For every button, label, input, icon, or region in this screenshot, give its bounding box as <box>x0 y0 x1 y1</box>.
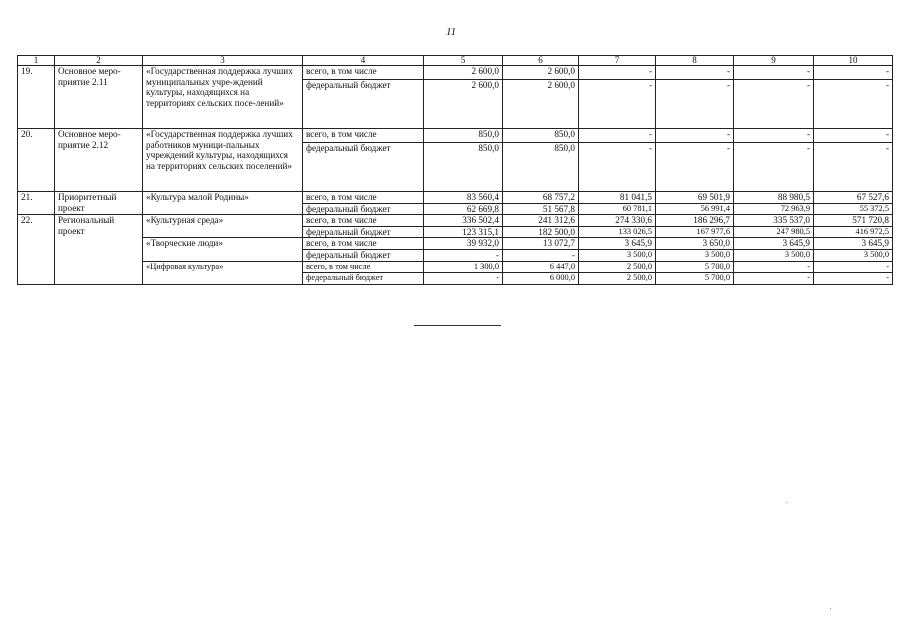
value-cell: 3 500,0 <box>814 249 893 261</box>
value-cell: 274 330,6 <box>579 215 656 227</box>
value-cell: 336 502,4 <box>424 215 503 227</box>
value-cell: 2 600,0 <box>424 66 503 80</box>
value-cell: 3 500,0 <box>734 249 814 261</box>
value-cell: 241 312,6 <box>503 215 579 227</box>
value-cell: 51 567,8 <box>503 203 579 215</box>
value-cell: - <box>656 66 734 80</box>
value-cell: 62 669,8 <box>424 203 503 215</box>
column-header: 9 <box>734 56 814 66</box>
column-header: 1 <box>18 56 55 66</box>
row-number: 20. <box>18 129 55 192</box>
measure-name: Основное меро-приятие 2.11 <box>55 66 143 129</box>
page-number: 11 <box>446 26 457 38</box>
measure-title: «Государственная поддержка лучших работников муници-пальных учреждений культуры, находящихся на территориях сельских поселений» <box>143 129 303 192</box>
value-cell: 133 026,5 <box>579 226 656 238</box>
value-cell: 167 977,6 <box>656 226 734 238</box>
value-cell: 88 980,5 <box>734 192 814 204</box>
value-cell: 3 645,9 <box>734 238 814 250</box>
value-cell: 850,0 <box>503 129 579 143</box>
value-cell: 13 072,7 <box>503 238 579 250</box>
value-cell: - <box>503 249 579 261</box>
value-cell: 56 991,4 <box>656 203 734 215</box>
measure-title: «Культура малой Родины» <box>143 192 303 215</box>
table-row <box>18 192 893 204</box>
value-cell: 850,0 <box>424 129 503 143</box>
closing-rule-line <box>414 325 501 326</box>
funding-label: федеральный бюджет <box>303 80 424 129</box>
value-cell: 3 645,9 <box>579 238 656 250</box>
column-header: 5 <box>424 56 503 66</box>
column-number-row <box>18 56 893 66</box>
row-number: 21. <box>18 192 55 215</box>
value-cell: - <box>814 143 893 192</box>
measure-title: «Государственная поддержка лучших муниципальных учре-ждений культуры, находящихся на территориях сельских посе-лений» <box>143 66 303 129</box>
value-cell: 2 600,0 <box>503 80 579 129</box>
value-cell: 69 501,9 <box>656 192 734 204</box>
value-cell: 83 560,4 <box>424 192 503 204</box>
table-row <box>18 238 893 250</box>
value-cell: 2 600,0 <box>424 80 503 129</box>
budget-table <box>17 55 893 285</box>
value-cell: - <box>656 143 734 192</box>
value-cell: 1 300,0 <box>424 261 503 273</box>
value-cell: 850,0 <box>503 143 579 192</box>
value-cell: 182 500,0 <box>503 226 579 238</box>
value-cell: - <box>734 129 814 143</box>
value-cell: 335 537,0 <box>734 215 814 227</box>
value-cell: 81 041,5 <box>579 192 656 204</box>
funding-label: всего, в том числе <box>303 215 424 227</box>
table-row <box>18 66 893 80</box>
value-cell: 6 000,0 <box>503 273 579 285</box>
value-cell: - <box>579 143 656 192</box>
value-cell: - <box>579 66 656 80</box>
value-cell: 67 527,6 <box>814 192 893 204</box>
value-cell: - <box>734 80 814 129</box>
row-number: 22. <box>18 215 55 285</box>
value-cell: 39 932,0 <box>424 238 503 250</box>
value-cell: - <box>579 129 656 143</box>
measure-name: Региональный проект <box>55 215 143 285</box>
value-cell: 3 500,0 <box>656 249 734 261</box>
value-cell: 3 650,0 <box>656 238 734 250</box>
funding-label: всего, в том числе <box>303 192 424 204</box>
value-cell: 55 372,5 <box>814 203 893 215</box>
value-cell: 123 315,1 <box>424 226 503 238</box>
value-cell: - <box>814 80 893 129</box>
funding-label: федеральный бюджет <box>303 273 424 285</box>
value-cell: - <box>814 273 893 285</box>
column-header: 10 <box>814 56 893 66</box>
value-cell: - <box>734 261 814 273</box>
funding-label: федеральный бюджет <box>303 203 424 215</box>
value-cell: - <box>814 66 893 80</box>
value-cell: - <box>734 66 814 80</box>
funding-label: федеральный бюджет <box>303 226 424 238</box>
value-cell: 571 720,8 <box>814 215 893 227</box>
value-cell: 3 645,9 <box>814 238 893 250</box>
value-cell: - <box>814 261 893 273</box>
column-header: 8 <box>656 56 734 66</box>
measure-title: «Творческие люди» <box>143 238 303 261</box>
column-header: 2 <box>55 56 143 66</box>
value-cell: 5 700,0 <box>656 261 734 273</box>
value-cell: - <box>424 273 503 285</box>
value-cell: - <box>814 129 893 143</box>
value-cell: 72 963,9 <box>734 203 814 215</box>
value-cell: 2 600,0 <box>503 66 579 80</box>
value-cell: 68 757,2 <box>503 192 579 204</box>
table-row <box>18 215 893 227</box>
table-row <box>18 261 893 273</box>
table-row <box>18 129 893 143</box>
measure-title: «Цифровая культура» <box>143 261 303 284</box>
value-cell: 247 980,5 <box>734 226 814 238</box>
value-cell: 416 972,5 <box>814 226 893 238</box>
funding-label: всего, в том числе <box>303 66 424 80</box>
value-cell: 850,0 <box>424 143 503 192</box>
value-cell: 6 447,0 <box>503 261 579 273</box>
value-cell: 186 296,7 <box>656 215 734 227</box>
column-header: 6 <box>503 56 579 66</box>
value-cell: 2 500,0 <box>579 273 656 285</box>
value-cell: 2 500,0 <box>579 261 656 273</box>
column-header: 3 <box>143 56 303 66</box>
funding-label: всего, в том числе <box>303 129 424 143</box>
funding-label: всего, в том числе <box>303 238 424 250</box>
value-cell: - <box>424 249 503 261</box>
row-number: 19. <box>18 66 55 129</box>
measure-name: Основное меро-приятие 2.12 <box>55 129 143 192</box>
value-cell: 5 700,0 <box>656 273 734 285</box>
value-cell: - <box>656 80 734 129</box>
measure-title: «Культурная среда» <box>143 215 303 238</box>
scan-speck <box>830 608 831 609</box>
scan-speck <box>786 502 787 503</box>
value-cell: - <box>579 80 656 129</box>
value-cell: 3 500,0 <box>579 249 656 261</box>
column-header: 7 <box>579 56 656 66</box>
measure-name: Приоритетный проект <box>55 192 143 215</box>
funding-label: федеральный бюджет <box>303 249 424 261</box>
column-header: 4 <box>303 56 424 66</box>
value-cell: - <box>734 143 814 192</box>
value-cell: 60 781,1 <box>579 203 656 215</box>
value-cell: - <box>656 129 734 143</box>
funding-label: всего, в том числе <box>303 261 424 273</box>
funding-label: федеральный бюджет <box>303 143 424 192</box>
value-cell: - <box>734 273 814 285</box>
